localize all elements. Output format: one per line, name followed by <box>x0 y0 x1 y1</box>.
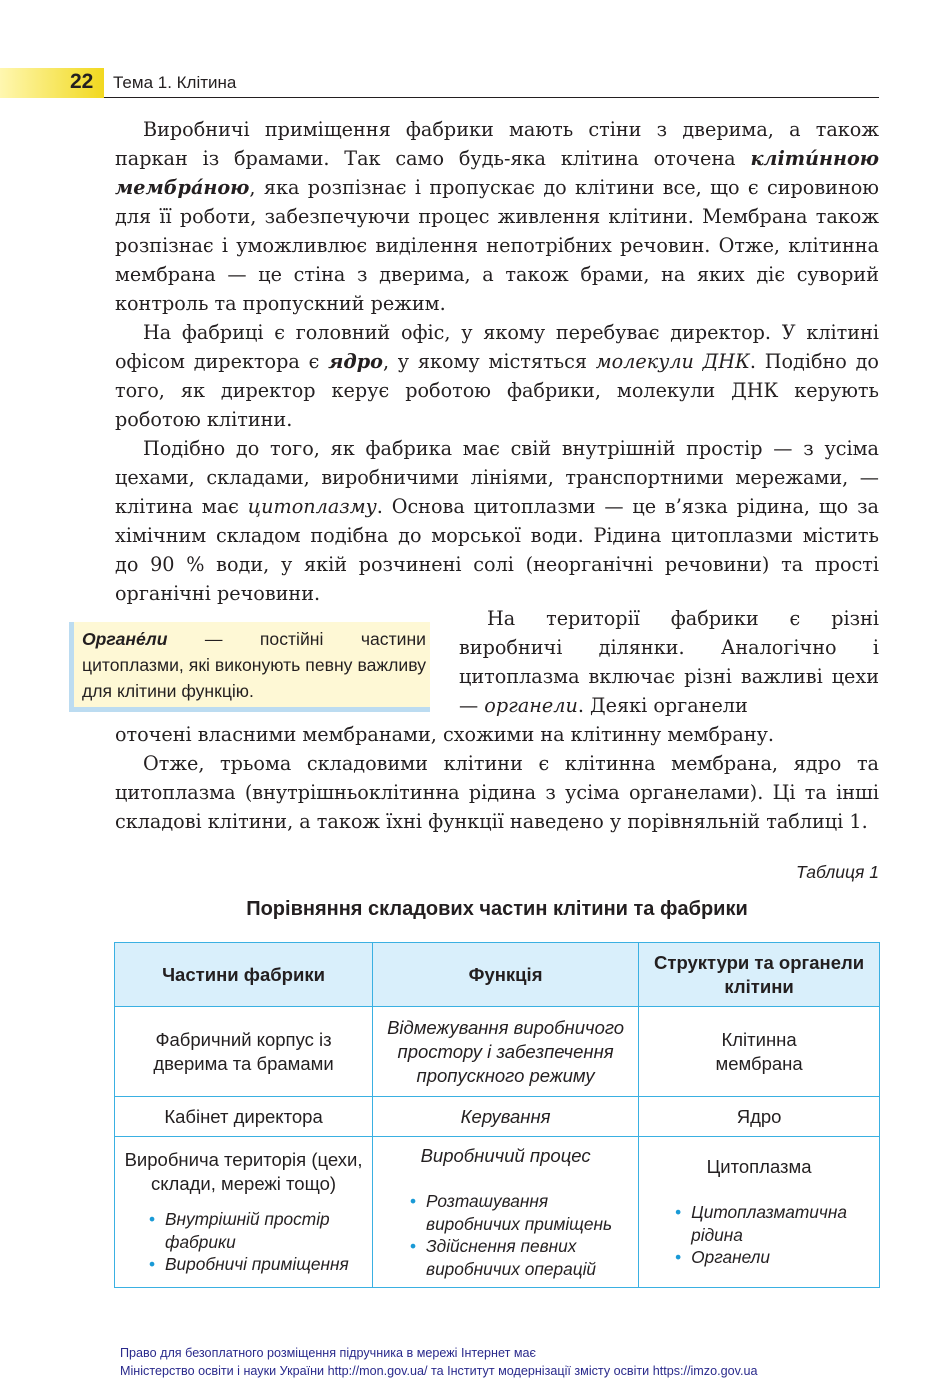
table-row <box>115 1137 880 1288</box>
page-number: 22 <box>70 70 94 93</box>
p3-text-a: Подібно до того, як фабрика має свій внутрішній простір — з усіма цехами, складами, виробничими лініями, транспортними мережами, — клітина має <box>115 437 879 518</box>
paragraph-4-end: оточені власними мембранами, схожими на клітинну мембрану. <box>115 723 775 746</box>
list-item: • Цитоплазматична рідина <box>675 1201 847 1246</box>
term-cell-membrane: клiти́нною мембра́ною <box>115 147 879 199</box>
header-cell-structures-label: Структури та органели клітини <box>654 951 865 997</box>
list-item: • Здійснення певних виробничих операцій <box>410 1235 634 1280</box>
table-caption: Таблиця 1 <box>795 862 879 882</box>
function-subitems <box>410 1190 634 1280</box>
paragraph-2 <box>115 318 879 434</box>
definition-term: Органе́ли <box>82 629 168 649</box>
comparison-table <box>114 942 880 1288</box>
copyright-footer <box>120 1344 757 1380</box>
definition-text: — постійні частини цитоплазми, які виконують певну важливу для клітини функцію. <box>82 629 426 701</box>
p4-text-a: На території фабрики є різні виробничі ділянки. Аналогічно і цитоплазма включає різні важливі цехи — <box>459 607 879 717</box>
list-item: • Виробничі приміщення <box>149 1253 368 1276</box>
p2-text-a: На фабриці є головний офіс, у якому перебуває директор. У клітині офісом директора є <box>115 321 879 373</box>
list-item: • Органели <box>675 1246 847 1269</box>
cell-structure <box>639 1137 880 1288</box>
table-row <box>115 1097 880 1137</box>
cell-factory <box>115 1137 373 1288</box>
table-row <box>115 1007 880 1097</box>
p4-text-c: . Деякі органели <box>577 694 748 717</box>
list-item: • Розташування виробничих приміщень <box>410 1190 634 1235</box>
cell-structure-text: Цитоплазма <box>706 1156 812 1178</box>
paragraph-5: Отже, трьома складовими клітини є клітинна мембрана, ядро та цитоплазма (внутрішньоклітинна рідина з усіма органелами). Ці та інші складові клітини, а також їхні функції наведено у порівняльній таблиці 1. <box>115 752 879 833</box>
cell-function-text: Відмежування виробничого простору і забезпечення пропускного режиму <box>387 1016 625 1086</box>
list-item: • Внутрішній простір фабрики <box>149 1208 368 1253</box>
cell-function <box>373 1137 639 1288</box>
structure-subitems <box>675 1201 847 1269</box>
p2-text-e: . Подібно до того, як директор керує роботою фабрики, молекули ДНК керують роботою клітини. <box>115 350 879 431</box>
factory-subitems <box>149 1208 368 1276</box>
p1-text-c: , яка розпізнає і пропускає до клітини все, що є сировиною для її роботи, забезпечуючи процес живлення клітини. Мембрана також розпізнає і уможливлює виділення непотрібних речовин. Отже, клітинна мембрана — це стіна з дверима, а також брами, на яких діє суворий контроль та пропускний режим. <box>115 176 879 315</box>
cell-factory: Кабінет директора <box>115 1097 373 1137</box>
cell-structure <box>639 1007 880 1097</box>
header-cell-structures <box>639 943 880 1007</box>
p1-text-a: Виробничі приміщення фабрики мають стіни з дверима, а також паркан із брамами. Так само будь-яка клітина оточена <box>115 118 879 170</box>
cell-function: Керування <box>373 1097 639 1137</box>
p3-text-c: . Основа цитоплазми — це в’язка рідина, що за хімічним складом подібна до морської води. Рідина цитоплазми містить до 90 % води, у якій розчинені солі (неорганічні речовини) та прості органічні речовини. <box>115 495 879 605</box>
table-title: Порівняння складових частин клітини та фабрики <box>246 898 748 920</box>
main-text-2 <box>115 749 879 836</box>
main-text <box>115 115 879 608</box>
p2-text-c: , у якому містяться <box>382 350 596 373</box>
footer-line-2: Міністерство освіти і науки України http://mon.gov.ua/ та Інститут модернізації змісту освіти https://imzo.gov.ua <box>120 1364 758 1378</box>
cell-structure: Ядро <box>639 1097 880 1137</box>
paragraph-1 <box>115 115 879 318</box>
cell-function-text: Виробничий процес <box>420 1145 591 1166</box>
header-factory-parts: Частини фабрики <box>115 943 373 1007</box>
cell-structure-text: Клітинна мембрана <box>715 1028 803 1074</box>
header-function: Функція <box>373 943 639 1007</box>
cell-factory-text: Виробнича територія (цехи, склади, мережі тощо) <box>124 1149 363 1195</box>
cell-factory <box>115 1007 373 1097</box>
cell-function <box>373 1007 639 1097</box>
term-cytoplasm: цитоплазму <box>247 495 377 518</box>
term-dna: молекули ДНК <box>595 350 750 373</box>
cell-factory-text: Фабричний корпус із дверима та брамами <box>153 1028 334 1074</box>
footer-line-1: Право для безоплатного розміщення підручника в мережі Інтернет має <box>120 1346 536 1360</box>
topic-title: Тема 1. Клітина <box>113 73 237 92</box>
header-divider <box>104 97 879 98</box>
paragraph-3 <box>115 434 879 608</box>
term-nucleus: ядро <box>328 350 383 373</box>
definition-box <box>69 622 430 712</box>
table-header-row <box>115 943 880 1007</box>
term-organelles: органели <box>484 694 578 717</box>
paragraph-4 <box>459 604 879 720</box>
